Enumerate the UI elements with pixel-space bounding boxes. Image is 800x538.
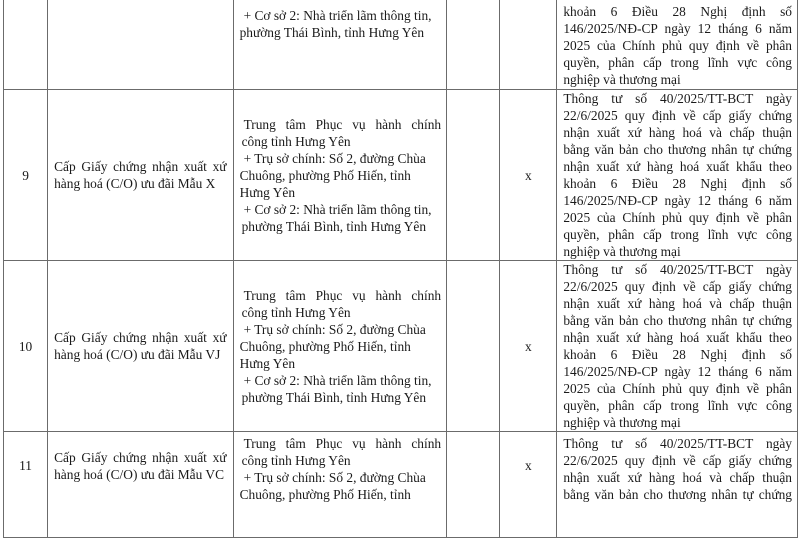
place-cell — [233, 90, 447, 261]
place-cell — [233, 261, 447, 432]
place-line: + Cơ sở 2: Nhà triển lãm thông tin, — [243, 8, 432, 23]
basis-line: 146/2025/NĐ-CP ngày 12 tháng 6 năm — [563, 21, 792, 36]
legal-basis-cell — [557, 261, 798, 432]
level-b-cell — [500, 90, 557, 261]
check-mark: x — [524, 338, 532, 354]
basis-line: 22/6/2025 quy định về cấp giấy chứng — [563, 279, 792, 294]
row-number-cell — [4, 432, 48, 538]
procedure-name-cell — [48, 90, 233, 261]
table-row — [4, 261, 798, 432]
basis-line: 2025 của Chính phủ quy định về phân — [563, 38, 792, 53]
procedure-name-cell — [48, 261, 233, 432]
table-row — [4, 432, 798, 538]
basis-line: 2025 của Chính phủ quy định về phân — [563, 381, 792, 396]
basis-line: nhận xuất xứ hàng hoá và chấp thuận — [563, 125, 792, 140]
level-b-cell — [500, 0, 557, 90]
place-line: Trung tâm Phục vụ hành chính — [243, 436, 442, 451]
basis-line: nghiệp và thương mại — [563, 72, 681, 87]
basis-line: 22/6/2025 quy định về cấp giấy chứng — [563, 453, 792, 468]
level-a-cell — [447, 90, 500, 261]
basis-line: Thông tư số 40/2025/TT-BCT ngày — [563, 91, 792, 106]
row-number-cell — [4, 0, 48, 90]
basis-line: Thông tư số 40/2025/TT-BCT ngày — [563, 436, 792, 451]
basis-line: Thông tư số 40/2025/TT-BCT ngày — [563, 262, 792, 277]
place-text — [234, 0, 447, 41]
legal-basis-cell — [557, 90, 798, 261]
place-text — [234, 287, 447, 406]
procedures-table — [3, 0, 798, 538]
basis-line: quyền, phân cấp trong lĩnh vực công — [563, 398, 792, 413]
place-line: phường Thái Bình, tỉnh Hưng Yên — [241, 389, 427, 405]
place-line: Trung tâm Phục vụ hành chính — [243, 116, 442, 132]
place-line: công tỉnh Hưng Yên — [241, 304, 351, 320]
basis-line: khoản 6 Điều 28 Nghị định số — [563, 176, 792, 191]
basis-line: bằng văn bản cho thương nhân tự chứng — [563, 142, 792, 157]
procedure-name-cell — [48, 0, 233, 90]
level-a-cell — [447, 0, 500, 90]
place-line: công tỉnh Hưng Yên — [241, 453, 351, 468]
place-line: Trung tâm Phục vụ hành chính — [243, 287, 442, 303]
place-line: Chuông, phường Phố Hiến, tỉnh — [239, 487, 411, 502]
place-line: phường Thái Bình, tỉnh Hưng Yên — [241, 218, 427, 234]
place-line: Chuông, phường Phố Hiến, tỉnh — [239, 167, 411, 183]
basis-line: 22/6/2025 quy định về cấp giấy chứng — [563, 108, 792, 123]
procedure-name: Cấp Giấy chứng nhận xuất xứ hàng hoá (C/O) ưu đãi Mẫu VJ — [54, 330, 227, 362]
basis-line: bằng văn bản cho thương nhân tự chứng — [563, 313, 792, 328]
row-number-cell: 10 — [4, 261, 48, 432]
level-a-cell — [447, 432, 500, 538]
place-line: + Trụ sở chính: Số 2, đường Chùa — [243, 470, 426, 485]
basis-line: quyền, phân cấp trong lĩnh vực công — [563, 227, 792, 242]
place-cell — [233, 432, 447, 538]
place-line: + Trụ sở chính: Số 2, đường Chùa — [243, 150, 426, 166]
legal-basis-cell — [557, 432, 798, 538]
row-number-cell: 9 — [4, 90, 48, 261]
basis-line: 2025 của Chính phủ quy định về phân — [563, 210, 792, 225]
place-line: công tỉnh Hưng Yên — [241, 133, 351, 149]
procedure-name-cell — [48, 432, 233, 538]
row-number: 11 — [19, 458, 32, 473]
basis-line: khoản 6 Điều 28 Nghị định số — [563, 347, 792, 362]
basis-line: nhận xuất xứ hàng hoá và chấp thuận — [563, 470, 792, 485]
place-text — [234, 116, 447, 235]
basis-line: nhận xuất xứ hàng hoá xuất khẩu theo — [563, 330, 792, 345]
legal-basis-text — [557, 432, 797, 503]
level-b-cell — [500, 261, 557, 432]
basis-line: nhận xuất xứ hàng hoá và chấp thuận — [563, 296, 792, 311]
place-text — [234, 432, 447, 503]
place-cell — [233, 0, 447, 90]
basis-line: nhận xuất xứ hàng hoá xuất khẩu theo — [563, 159, 792, 174]
legal-basis-cell — [557, 0, 798, 90]
place-line: Hưng Yên — [239, 355, 296, 371]
table-row — [4, 0, 798, 90]
level-b-cell — [500, 432, 557, 538]
level-a-cell — [447, 261, 500, 432]
basis-line: quyền, phân cấp trong lĩnh vực công — [563, 55, 792, 70]
place-line: + Cơ sở 2: Nhà triển lãm thông tin, — [243, 372, 432, 388]
check-mark: x — [524, 167, 532, 183]
check-mark: x — [524, 458, 532, 473]
legal-basis-text — [557, 90, 797, 260]
place-line: Hưng Yên — [239, 184, 296, 200]
procedure-name: Cấp Giấy chứng nhận xuất xứ hàng hoá (C/O) ưu đãi Mẫu VC — [54, 450, 227, 482]
basis-line: nghiệp và thương mại — [563, 244, 681, 259]
place-line: phường Thái Bình, tỉnh Hưng Yên — [239, 25, 425, 40]
table-row — [4, 90, 798, 261]
procedure-name: Cấp Giấy chứng nhận xuất xứ hàng hoá (C/O) ưu đãi Mẫu X — [54, 159, 227, 191]
basis-line: 146/2025/NĐ-CP ngày 12 tháng 6 năm — [563, 364, 792, 379]
legal-basis-text — [557, 261, 797, 431]
basis-line: 146/2025/NĐ-CP ngày 12 tháng 6 năm — [563, 193, 792, 208]
basis-line: khoản 6 Điều 28 Nghị định số — [563, 4, 792, 19]
basis-line: bằng văn bản cho thương nhân tự chứng — [563, 487, 792, 502]
legal-basis-text — [557, 0, 797, 88]
place-line: Chuông, phường Phố Hiến, tỉnh — [239, 338, 411, 354]
basis-line: nghiệp và thương mại — [563, 415, 681, 430]
place-line: + Cơ sở 2: Nhà triển lãm thông tin, — [243, 201, 432, 217]
place-line: + Trụ sở chính: Số 2, đường Chùa — [243, 321, 426, 337]
